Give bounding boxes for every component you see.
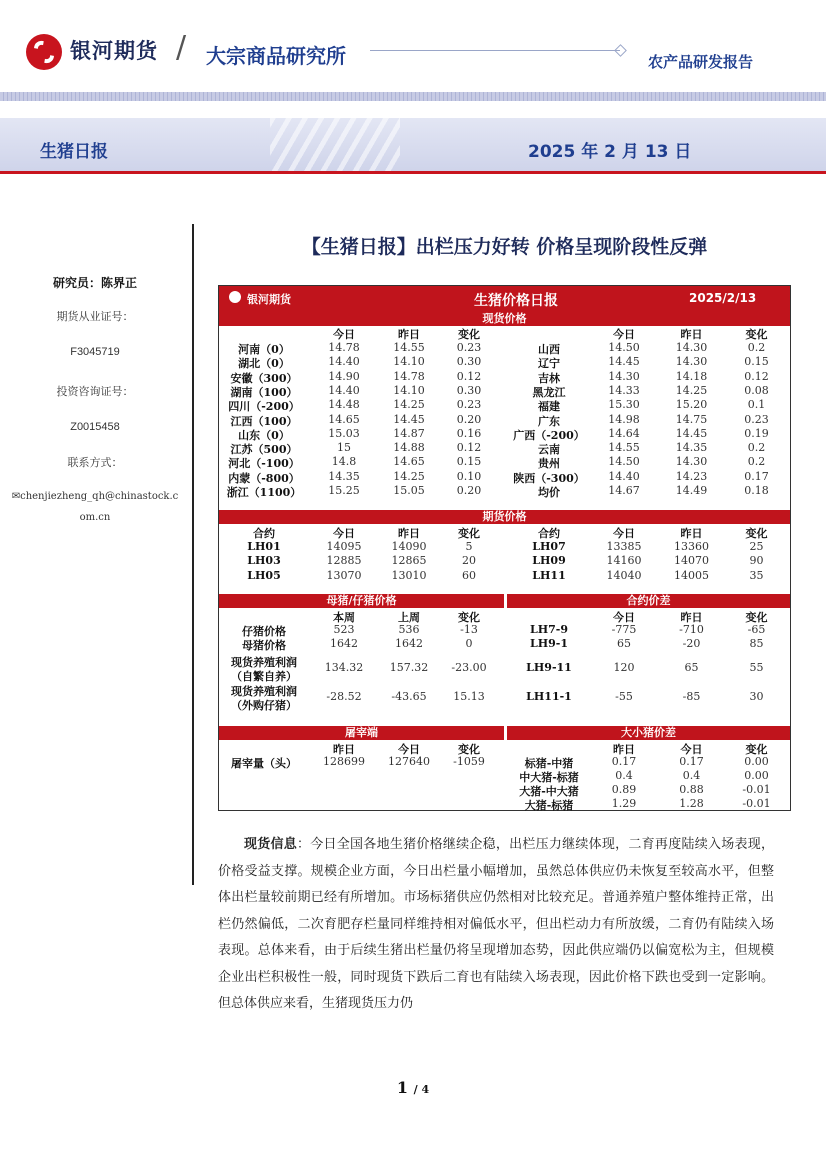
size-value: 1.28 <box>679 797 704 810</box>
sow-value: 157.32 <box>389 661 429 674</box>
spot-region: 均价 <box>538 486 560 499</box>
spot-value: 0.30 <box>456 355 482 369</box>
spread-section-bar: 合约价差 <box>507 594 790 608</box>
license-number: F3045719 <box>70 346 120 358</box>
spot-value: 14.50 <box>608 455 640 469</box>
size-value: -0.01 <box>742 797 771 810</box>
brand-logo-icon <box>229 291 241 303</box>
futures-value: 14090 <box>391 540 427 553</box>
futures-value: 14160 <box>606 554 642 568</box>
futures-value: 12885 <box>326 554 362 568</box>
spot-value: 14.45 <box>393 412 425 426</box>
sow-label: 现货养殖利润 <box>231 656 297 669</box>
spot-value: 0.12 <box>456 441 482 455</box>
spot-value: 14.65 <box>393 455 425 469</box>
futures-header-left: 今日 <box>333 527 355 540</box>
spot-region: 河南（0） <box>238 343 290 356</box>
spot-value: 0.2 <box>747 455 766 469</box>
spot-header-left: 变化 <box>458 328 480 341</box>
email-line2: om.cn <box>79 512 111 523</box>
spot-value: 0.23 <box>456 341 482 354</box>
spot-region: 广西（-200） <box>513 428 585 442</box>
spot-region: 湖北（0） <box>238 357 290 371</box>
slaughter-value: -1059 <box>453 755 485 768</box>
futures-value: 60 <box>462 568 476 582</box>
table-brand: 银河期货 <box>247 293 291 306</box>
table-header-bar <box>219 286 790 312</box>
spot-region: 福建 <box>538 400 560 414</box>
size-header: 今日 <box>680 743 703 756</box>
spot-region: 吉林 <box>538 371 560 385</box>
spot-region: 山西 <box>538 343 560 356</box>
spot-value: 14.30 <box>675 355 708 369</box>
slaughter-value: 128699 <box>323 755 365 768</box>
futures-value: 90 <box>749 554 764 568</box>
size-label: 中大猪-标猪 <box>519 771 579 784</box>
spread-contract: LH9-1 <box>529 637 568 650</box>
spread-contract: LH11-1 <box>526 690 572 703</box>
size-value: 0.88 <box>679 783 704 796</box>
spot-region: 内蒙（-800） <box>228 471 300 485</box>
sow-header: 变化 <box>458 611 480 624</box>
spot-header-right: 变化 <box>745 328 768 341</box>
spot-value: 14.30 <box>675 341 708 354</box>
futures-value: 25 <box>749 540 764 553</box>
slaughter-header: 变化 <box>458 743 480 756</box>
spread-header: 昨日 <box>680 611 703 624</box>
spot-region: 云南 <box>538 443 560 457</box>
futures-value: 14070 <box>674 554 709 568</box>
spot-value: 14.25 <box>393 398 425 412</box>
researcher: 研究员：陈界正 <box>52 276 137 290</box>
spot-value: 14.98 <box>608 412 640 426</box>
sow-label-note: （自繁自养） <box>231 670 297 683</box>
size-value: 0.00 <box>744 769 769 782</box>
spread-header: 今日 <box>613 611 635 624</box>
futures-contract: LH01 <box>247 540 281 553</box>
spot-region: 四川（-200） <box>228 400 300 414</box>
band-decoration <box>270 118 400 171</box>
futures-header-left: 昨日 <box>398 527 420 540</box>
spot-value: 14.67 <box>608 484 640 497</box>
spread-value: -20 <box>682 637 701 650</box>
futures-header-left: 合约 <box>253 527 275 540</box>
email-line1: chenjiezheng_qh@chinastock.c <box>20 491 179 502</box>
spot-value: 0.12 <box>456 369 482 383</box>
size-value: 0.17 <box>679 755 704 768</box>
slaughter-value: 127640 <box>388 755 430 768</box>
spot-value: 14.25 <box>675 383 708 397</box>
futures-contract: LH05 <box>247 568 281 582</box>
spot-header-left: 昨日 <box>398 328 420 341</box>
slaughter-label: 屠宰量（头） <box>231 757 297 770</box>
spot-value: 0.23 <box>456 398 482 412</box>
mail-icon: ✉ <box>11 491 21 502</box>
license-label: 期货从业证号： <box>56 310 134 323</box>
spot-value: 14.45 <box>608 355 640 369</box>
spot-value: 14.88 <box>393 441 425 455</box>
size-label: 大猪-中大猪 <box>519 785 579 798</box>
spot-region: 黑龙江 <box>532 385 566 399</box>
spot-value: 14.90 <box>328 369 360 383</box>
futures-contract: LH11 <box>532 568 566 582</box>
spot-section-bar: 现货价格 <box>219 312 790 326</box>
spot-value: 14.10 <box>393 355 425 369</box>
table-title: 生猪价格日报 <box>474 293 558 309</box>
spot-value: 14.35 <box>328 469 360 483</box>
spread-header: 变化 <box>745 611 768 624</box>
spread-contract: LH9-11 <box>526 661 572 674</box>
page-current: 1 <box>396 1078 409 1097</box>
spot-value: 14.65 <box>328 412 360 426</box>
email[interactable] <box>0 486 190 528</box>
price-table <box>218 285 791 811</box>
futures-contract: LH03 <box>247 554 281 568</box>
spot-value: 0.20 <box>456 484 482 497</box>
spread-value: 30 <box>749 690 764 703</box>
spot-value: 0.19 <box>744 426 769 440</box>
futures-header-right: 昨日 <box>680 527 703 540</box>
sow-label: 现货养殖利润 <box>231 685 297 698</box>
futures-value: 20 <box>462 554 476 568</box>
sow-header: 本周 <box>333 611 355 624</box>
size-value: 0.17 <box>611 755 637 768</box>
futures-section-bar: 期货价格 <box>219 510 790 524</box>
report-type: 农产品研发报告 <box>648 53 754 71</box>
spot-value: 0.1 <box>747 398 766 412</box>
sow-value: -13 <box>460 623 478 636</box>
diamond-icon <box>614 44 627 57</box>
spread-value: 65 <box>617 637 631 650</box>
sow-label-note: （外购仔猪） <box>231 699 297 712</box>
spot-value: 14.30 <box>608 369 640 383</box>
spot-region: 河北（-100） <box>228 457 300 471</box>
spot-region: 浙江（1100） <box>226 486 302 499</box>
spread-value: -775 <box>611 623 637 636</box>
futures-value: 12865 <box>391 554 427 568</box>
spread-value: 55 <box>749 661 764 674</box>
brand-logo-icon <box>26 34 62 70</box>
sow-value: 523 <box>333 623 355 636</box>
size-section-bar: 大小猪价差 <box>507 726 790 740</box>
spot-value: 14.50 <box>608 341 640 354</box>
spread-value: 85 <box>749 637 764 650</box>
table-date: 2025/2/13 <box>689 291 757 305</box>
spot-value: 14.40 <box>328 383 360 397</box>
sow-label: 母猪价格 <box>242 639 286 652</box>
futures-value: 35 <box>749 568 764 582</box>
sow-value: 15.13 <box>453 690 485 703</box>
spot-region: 贵州 <box>538 457 560 471</box>
spot-value: 14.87 <box>393 426 425 440</box>
spot-value: 14.78 <box>393 369 425 383</box>
spread-value: -85 <box>682 690 701 703</box>
spot-value: 15.03 <box>328 426 360 440</box>
sow-value: 1642 <box>395 637 423 650</box>
sow-value: 0 <box>465 637 473 650</box>
spread-contract: LH7-9 <box>529 623 568 636</box>
column-divider <box>192 224 194 885</box>
spot-value: 14.33 <box>608 383 640 397</box>
sow-header: 上周 <box>398 611 420 624</box>
futures-header-right: 今日 <box>613 527 635 540</box>
spot-value: 14.23 <box>675 469 708 483</box>
spot-value: 14.49 <box>675 484 708 497</box>
spot-region: 辽宁 <box>538 357 560 371</box>
spot-value: 14.48 <box>328 398 360 412</box>
spot-region: 陕西（-300） <box>513 471 585 485</box>
spot-value: 14.78 <box>328 341 360 354</box>
spot-region: 山东（0） <box>238 428 290 442</box>
spread-value: -55 <box>615 690 633 703</box>
sow-value: 1642 <box>330 637 358 650</box>
futures-contract: LH07 <box>532 540 566 553</box>
spot-value: 14.10 <box>393 383 425 397</box>
spot-value: 14.55 <box>393 341 425 354</box>
size-value: 0.4 <box>615 769 633 782</box>
spot-header-right: 今日 <box>613 328 635 341</box>
size-label: 标猪-中猪 <box>524 757 574 770</box>
sow-value: -23.00 <box>451 661 487 674</box>
futures-value: 13385 <box>606 540 642 553</box>
size-value: -0.01 <box>742 783 771 796</box>
spot-info-lead: 现货信息 <box>244 837 298 852</box>
spot-value: 14.75 <box>675 412 708 426</box>
header-band <box>0 92 826 101</box>
advisory-label: 投资咨询证号： <box>56 385 134 398</box>
futures-value: 13010 <box>391 568 427 582</box>
spot-value: 0.30 <box>456 383 482 397</box>
report-title: 【生猪日报】出栏压力好转 价格呈现阶段性反弹 <box>301 236 708 258</box>
futures-value: 14040 <box>606 568 642 582</box>
spot-value: 14.25 <box>393 469 425 483</box>
futures-contract: LH09 <box>532 554 566 568</box>
page-number <box>0 1078 826 1097</box>
spot-value: 14.45 <box>675 426 708 440</box>
institute-name: 大宗商品研究所 <box>206 44 346 68</box>
page-total: / 4 <box>413 1083 430 1096</box>
spot-header-right: 昨日 <box>680 328 703 341</box>
spread-value: -710 <box>679 623 704 636</box>
futures-value: 14005 <box>674 568 709 582</box>
brand-name: 银河期货 <box>70 39 158 63</box>
spot-header-left: 今日 <box>333 328 355 341</box>
size-value: 1.29 <box>611 797 637 810</box>
sow-value: -28.52 <box>326 690 362 703</box>
sow-value: 134.32 <box>324 661 364 674</box>
spot-region: 湖南（100） <box>230 385 298 399</box>
report-date: 2025 年 2 月 13 日 <box>528 142 692 162</box>
spot-value: 14.55 <box>608 441 640 455</box>
spot-region: 江西（100） <box>230 414 298 428</box>
size-label: 大猪-标猪 <box>524 799 574 812</box>
futures-value: 13360 <box>674 540 709 553</box>
spot-info-paragraph <box>218 832 774 1018</box>
spot-value: 15.20 <box>675 398 708 412</box>
spread-value: -65 <box>747 623 766 636</box>
sow-value: 536 <box>398 623 420 636</box>
spot-value: 15 <box>337 441 351 455</box>
spot-value: 14.40 <box>608 469 640 483</box>
spot-value: 0.23 <box>744 412 769 426</box>
spot-value: 0.10 <box>456 469 482 483</box>
size-header: 昨日 <box>613 743 635 756</box>
futures-header-left: 变化 <box>458 527 480 540</box>
futures-header-right: 合约 <box>538 527 560 540</box>
spot-value: 15.25 <box>328 484 360 497</box>
spread-value: 65 <box>684 661 699 674</box>
spot-value: 0.17 <box>744 469 769 483</box>
spot-value: 14.18 <box>675 369 708 383</box>
spot-value: 0.2 <box>747 441 766 455</box>
contact-label: 联系方式： <box>67 456 123 469</box>
slaughter-header: 今日 <box>398 743 420 756</box>
size-value: 0.4 <box>682 769 701 782</box>
spot-value: 0.16 <box>456 426 482 440</box>
spot-value: 14.40 <box>328 355 360 369</box>
spot-region: 安徽（300） <box>230 371 298 385</box>
spot-region: 广东 <box>538 414 560 428</box>
spot-value: 0.12 <box>744 369 769 383</box>
futures-value: 5 <box>465 540 473 553</box>
sow-label: 仔猪价格 <box>242 625 286 638</box>
spot-region: 江苏（500） <box>230 443 298 457</box>
advisory-number: Z0015458 <box>70 421 120 433</box>
spot-value: 14.35 <box>675 441 708 455</box>
spot-value: 0.18 <box>744 484 769 497</box>
size-header: 变化 <box>745 743 768 756</box>
spot-value: 0.08 <box>744 383 769 397</box>
spot-value: 0.20 <box>456 412 482 426</box>
spot-value: 14.64 <box>608 426 640 440</box>
spot-value: 14.8 <box>331 455 357 469</box>
spot-value: 0.15 <box>744 355 769 369</box>
spot-value: 0.2 <box>747 341 766 354</box>
size-value: 0.89 <box>611 783 637 796</box>
spot-value: 14.30 <box>675 455 708 469</box>
sow-section-bar: 母猪/仔猪价格 <box>219 594 504 608</box>
spot-info-text: ：今日全国各地生猪价格继续企稳，出栏压力继续体现，二育再度陆续入场表现，价格受益支撑。规模企业方面，今日出栏量小幅增加，虽然总体供应仍未恢复至较高水平，但整体出栏量较前期已经有所增加。市场标猪供应仍然相对比较充足。普通养殖户整体维持正常，出栏仍然偏低，二次育肥存栏量同样维持相对偏低水平，但出栏动力有所放缓，二育仍有陆续入场表现。总体来看，由于后续生猪出栏量仍将呈现增加态势，因此供应端仍以偏宽松为主，但规模企业出栏积极性一般，同时现货下跌后二育也有陆续入场表现，因此价格下跌也受到一定影响。但总体供应来看，生猪现货压力仍 <box>218 837 774 1011</box>
spot-value: 15.05 <box>393 484 425 497</box>
size-value: 0.00 <box>744 755 769 768</box>
spot-value: 15.30 <box>608 398 640 412</box>
slaughter-header: 昨日 <box>333 743 355 756</box>
spread-value: 120 <box>613 661 635 674</box>
futures-value: 14095 <box>326 540 362 553</box>
slaughter-section-bar: 屠宰端 <box>219 726 504 740</box>
futures-header-right: 变化 <box>745 527 768 540</box>
title-band <box>0 118 826 171</box>
futures-value: 13070 <box>326 568 362 582</box>
header-rule <box>370 50 620 51</box>
spot-value: 0.15 <box>456 455 482 469</box>
divider-slash: / <box>176 30 187 65</box>
daily-name: 生猪日报 <box>40 142 108 162</box>
sow-value: -43.65 <box>391 690 427 703</box>
